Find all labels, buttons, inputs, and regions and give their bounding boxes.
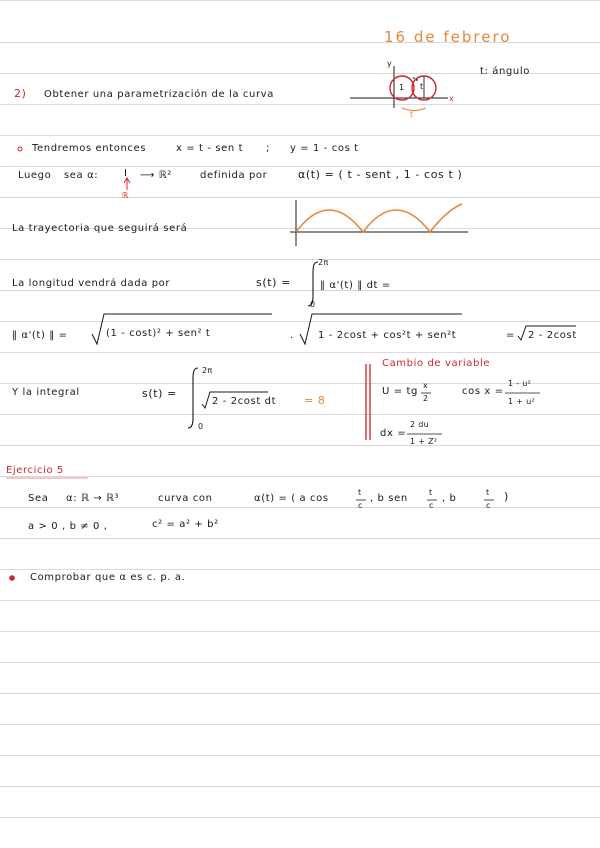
integral-upper-2pi: 2π	[202, 366, 213, 375]
integral-intro: Y la integral	[12, 387, 80, 398]
y-equation: y = 1 - cos t	[290, 143, 359, 154]
trajectory-line: La trayectoria que seguirá será	[12, 223, 188, 234]
ex5-check: Comprobar que α es c. p. a.	[30, 572, 186, 583]
diagram-t-label: t	[410, 110, 414, 119]
diagram-y-label: y	[387, 59, 393, 68]
length-intro: La longitud vendrá dada por	[12, 278, 171, 289]
s-of-t-definition: s(t) =	[256, 276, 291, 289]
dx-lhs: dx =	[380, 428, 407, 439]
final-root: 2 - 2cost	[528, 330, 577, 341]
diagram-x-label: x	[449, 94, 455, 103]
expanded-radicand: 1 - 2cost + cos²t + sen²t	[318, 330, 457, 341]
integral-integrand: 2 - 2cost dt	[212, 396, 277, 407]
ex5-conditions: a > 0 , b ≠ 0 ,	[28, 521, 108, 532]
ex5-alpha-lhs: α(t) = ( a cos	[254, 493, 329, 504]
ex5-curva-con: curva con	[158, 493, 213, 504]
diagram-radius-label: 1	[399, 83, 405, 92]
dx-numerator: 2 du	[410, 420, 429, 429]
frac3-num: t	[486, 488, 490, 497]
interval-I: I	[124, 168, 128, 179]
frac2-num: t	[429, 488, 433, 497]
integral-result: = 8	[304, 394, 326, 407]
x-equation: x = t - sen t	[176, 143, 244, 154]
separator: ;	[266, 143, 270, 154]
integral-lower-0: 0	[198, 422, 204, 431]
sea-alpha: sea α:	[64, 170, 99, 181]
norm-equals-dot: .	[290, 330, 294, 341]
ex5-close-paren: )	[504, 490, 509, 503]
luego-word: Luego	[18, 170, 52, 181]
diagram-angle-label: t	[420, 82, 424, 91]
length-integrand: ‖ α'(t) ‖ dt =	[320, 280, 391, 291]
x-over: x	[423, 381, 429, 390]
alpha-definition: α(t) = ( t - sent , 1 - cos t )	[298, 168, 463, 181]
exercise-number: 2)	[14, 87, 27, 100]
date-heading: 16 de febrero	[384, 28, 512, 46]
ex5-c-squared: c² = a² + b²	[152, 519, 219, 530]
over-two: 2	[423, 394, 429, 403]
defined-by: definida por	[200, 170, 268, 181]
upper-limit-2pi: 2π	[318, 258, 329, 267]
norm-lhs: ‖ α'(t) ‖ =	[12, 330, 68, 341]
frac1-den: c	[358, 501, 363, 510]
frac3-den: c	[486, 501, 491, 510]
norm-radicand: (1 - cost)² + sen² t	[106, 328, 211, 339]
frac1-num: t	[358, 488, 362, 497]
dx-denominator: 1 + Z²	[410, 437, 438, 446]
s-of-t-equals: s(t) =	[142, 387, 177, 400]
cos-x-lhs: cos x =	[462, 386, 504, 397]
cambio-title: Cambio de variable	[382, 358, 491, 369]
trajectory-plot	[290, 200, 468, 246]
lower-limit-0: 0	[310, 300, 316, 309]
cos-denominator: 1 + u²	[508, 397, 535, 406]
then-line: Tendremos entonces	[32, 143, 147, 154]
cos-numerator: 1 - u²	[508, 379, 532, 388]
equals-sign: =	[506, 330, 515, 341]
u-substitution: U = tg	[382, 386, 418, 397]
ex5-b-sen: , b sen	[370, 493, 408, 504]
ex5-map: α: ℝ → ℝ³	[66, 493, 120, 504]
exercise-title: Obtener una parametrización de la curva	[44, 89, 274, 100]
subset-of-R: ℝ	[122, 191, 129, 200]
ex5-b: , b	[442, 493, 457, 504]
ex5-sea: Sea	[28, 493, 49, 504]
frac2-den: c	[429, 501, 434, 510]
maps-to-R2: ⟶ ℝ²	[140, 170, 172, 181]
exercise-5-heading: Ejercicio 5	[6, 465, 64, 476]
parameter-note: t: ángulo	[480, 66, 530, 77]
